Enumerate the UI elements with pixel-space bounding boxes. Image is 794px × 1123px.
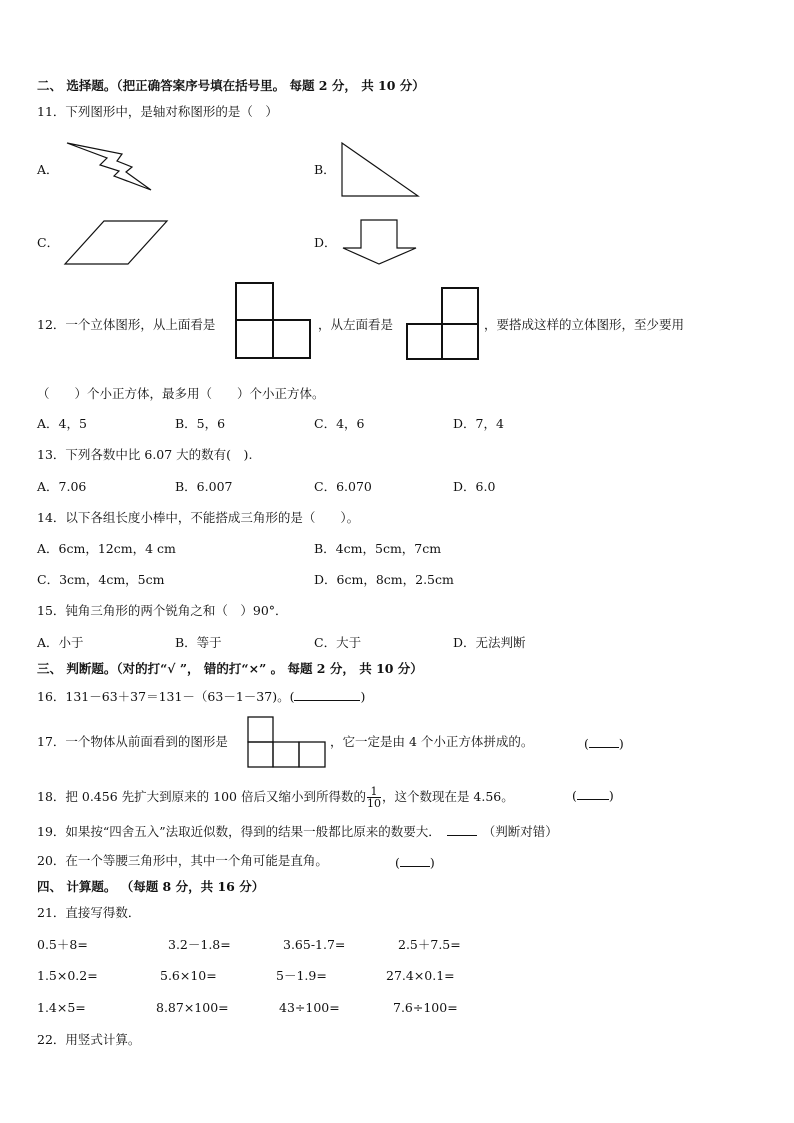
question-22-stem: 22．用竖式计算。 <box>37 1032 141 1047</box>
q12-option-c: C．4，6 <box>314 416 365 431</box>
answer-blank-16[interactable] <box>294 687 360 701</box>
right-triangle-figure <box>337 140 423 200</box>
q11-option-a-label: A． <box>37 162 59 177</box>
calc-item: 8.87×100= <box>156 1000 229 1015</box>
question-21-stem: 21．直接写得数． <box>37 905 141 920</box>
q11-option-c-label: C． <box>37 235 60 250</box>
q15-option-b: B．等于 <box>175 635 222 650</box>
answer-blank-20[interactable] <box>400 853 430 867</box>
q14-option-d: D．6cm，8cm，2.5cm <box>314 572 454 587</box>
question-19 <box>37 822 558 840</box>
question-20-answer: ( ) <box>395 855 435 870</box>
question-18 <box>37 786 514 809</box>
lightning-bolt-figure <box>62 138 157 196</box>
down-arrow-figure <box>340 218 420 268</box>
q14-option-c: C．3cm，4cm，5cm <box>37 572 165 587</box>
q13-option-c: C．6.070 <box>314 479 372 494</box>
front-view-figure <box>246 715 328 769</box>
answer-blank-18[interactable] <box>577 786 609 800</box>
calc-item: 0.5＋8= <box>37 937 88 952</box>
question-17-part2: ，它一定是由 4 个小正方体拼成的。 <box>330 734 534 749</box>
question-12-part1: 12．一个立体图形，从上面看是 <box>37 317 216 332</box>
calc-item: 1.4×5= <box>37 1000 86 1015</box>
section-heading-calculation: 四、 计算题。 （每题 8 分，共 16 分） <box>37 879 265 894</box>
calc-item: 1.5×0.2= <box>37 968 98 983</box>
q15-option-d: D．无法判断 <box>453 635 526 650</box>
question-16 <box>37 687 365 705</box>
question-14-stem: 14．以下各组长度小棒中，不能搭成三角形的是（ ）。 <box>37 510 360 525</box>
q12-option-d: D．7，4 <box>453 416 504 431</box>
question-12-part2: ，从左面看是 <box>318 317 394 332</box>
q13-option-d: D．6.0 <box>453 479 496 494</box>
q15-option-c: C．大于 <box>314 635 362 650</box>
section-heading-judgement: 三、 判断题。（对的打“√ ”， 错的打“×” 。 每题 2 分， 共 10 分） <box>37 661 423 676</box>
question-12-part3: ，要搭成这样的立体图形，至少要用 <box>484 317 685 332</box>
question-19-tail: （判断对错） <box>482 824 558 839</box>
question-18-part1: 18．把 0.456 先扩大到原来的 100 倍后又缩小到所得数的 <box>37 789 366 804</box>
question-18-answer: ( ) <box>572 788 614 803</box>
answer-blank-19[interactable] <box>447 822 477 836</box>
top-view-figure <box>233 280 313 362</box>
question-16-close: ) <box>360 689 366 704</box>
calc-item: 5.6×10= <box>160 968 217 983</box>
calc-item: 5－1.9= <box>276 968 327 983</box>
question-11-stem: 11．下列图形中，是轴对称图形的是（ ） <box>37 104 278 119</box>
question-13-stem: 13．下列各数中比 6.07 大的数有( ). <box>37 447 253 462</box>
left-view-figure <box>404 285 482 363</box>
section-heading-choice: 二、 选择题。（把正确答案序号填在括号里。 每题 2 分， 共 10 分） <box>37 78 425 93</box>
q13-option-a: A．7.06 <box>37 479 87 494</box>
calc-item: 27.4×0.1= <box>386 968 455 983</box>
q11-option-d-label: D． <box>314 235 337 250</box>
calc-item: 43÷100= <box>279 1000 340 1015</box>
answer-blank-17[interactable] <box>589 734 619 748</box>
q14-option-a: A．6cm，12cm，4 cm <box>37 541 176 556</box>
q12-option-a: A．4，5 <box>37 416 87 431</box>
question-19-text: 19．如果按“四舍五入”法取近似数，得到的结果一般都比原来的数要大． <box>37 824 441 839</box>
question-16-text: 16．131－63＋37＝131－（63－1－37)。( <box>37 689 295 704</box>
question-20-text: 20．在一个等腰三角形中，其中一个角可能是直角。 <box>37 853 328 868</box>
calc-item: 7.6÷100= <box>393 1000 458 1015</box>
q13-option-b: B．6.007 <box>175 479 233 494</box>
calc-item: 2.5＋7.5= <box>398 937 461 952</box>
question-12-line2: （ ）个小正方体，最多用（ ）个小正方体。 <box>37 386 325 401</box>
question-18-part2: ，这个数现在是 4.56。 <box>381 789 514 804</box>
q11-option-b-label: B． <box>314 162 336 177</box>
q15-option-a: A．小于 <box>37 635 84 650</box>
q12-option-b: B．5，6 <box>175 416 226 431</box>
question-17-part1: 17．一个物体从前面看到的图形是 <box>37 734 228 749</box>
q14-option-b: B．4cm，5cm，7cm <box>314 541 442 556</box>
calc-item: 3.2－1.8= <box>168 937 231 952</box>
fraction-one-tenth: $\frac{1}{10}$ <box>366 785 381 810</box>
calc-item: 3.65-1.7= <box>283 937 346 952</box>
parallelogram-figure <box>62 218 172 268</box>
question-17-answer: ( ) <box>584 736 624 751</box>
question-15-stem: 15．钝角三角形的两个锐角之和（ ）90°． <box>37 603 288 618</box>
